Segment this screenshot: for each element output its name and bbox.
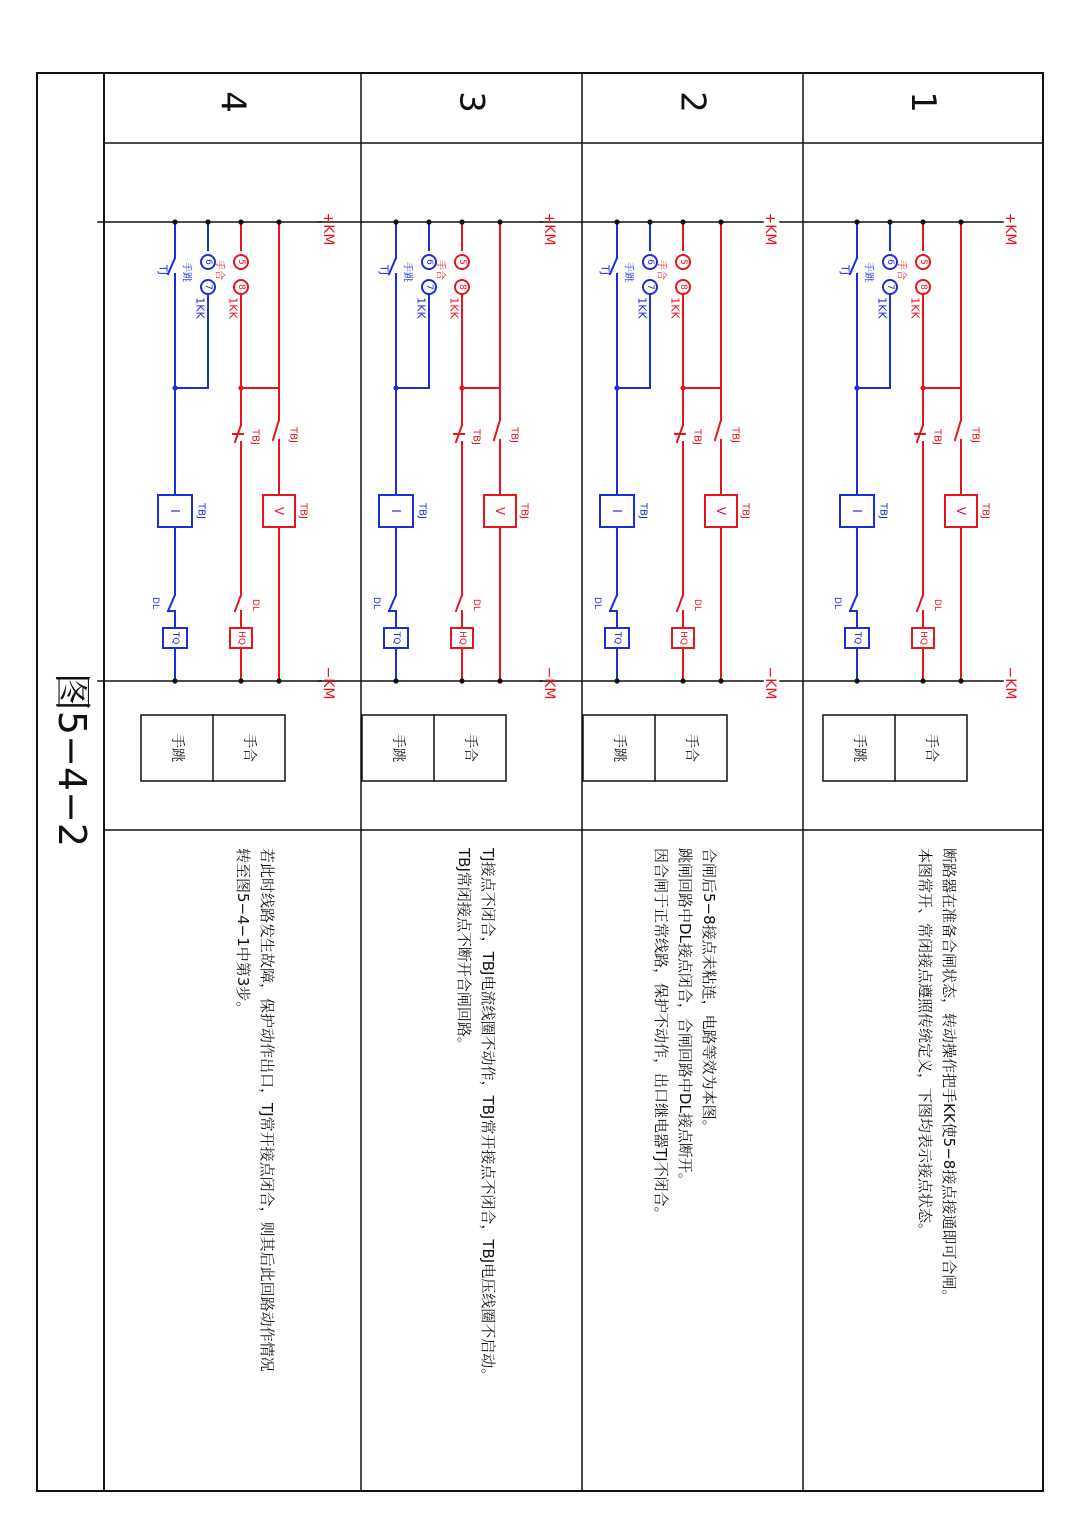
dl-trip-label: DL: [371, 597, 381, 609]
junction-dot: [920, 219, 925, 224]
manual-close-mark: 手合: [213, 260, 225, 280]
description-line: TJ接点不闭合，TBJ电流线圈不动作，TBJ常开接点不闭合，TBJ电压线圈不启动。: [479, 848, 497, 1384]
terminal-6-label: 6: [203, 259, 213, 265]
dl-trip-label: DL: [592, 597, 602, 609]
terminal-8-label: 8: [678, 284, 688, 290]
voltage-coil-symbol: V: [272, 506, 286, 516]
negative-bus-label: −KM: [762, 666, 778, 700]
manual-trip-mark: 手跳: [180, 262, 192, 282]
step-number: 3: [451, 91, 492, 113]
junction-dot: [614, 385, 619, 390]
dl-trip-contact: [168, 595, 175, 611]
tbj-current-coil-label: TBJ: [416, 503, 428, 519]
tbj-voltage-coil-label: TBJ: [979, 503, 991, 519]
dl-close-label: DL: [471, 599, 481, 611]
junction-dot: [393, 385, 398, 390]
step-number: 1: [903, 91, 943, 113]
junction-dot: [920, 385, 925, 390]
step-column-1: [780, 91, 1018, 1304]
tj-label: TJ: [598, 265, 612, 275]
tj-label: TJ: [156, 265, 170, 275]
tbj-current-coil-label: TBJ: [637, 503, 649, 519]
junction-dot: [647, 219, 652, 224]
tq-label: TQ: [852, 631, 862, 645]
junction-dot: [958, 219, 963, 224]
hq-label: HQ: [236, 631, 246, 645]
tbj-nc-contact-label: TBJ: [691, 429, 703, 445]
junction-dot: [854, 678, 859, 683]
dl-close-label: DL: [932, 599, 942, 611]
description-line: 跳闸回路中DL接点闭合，合闸回路中DL接点断开。: [676, 848, 694, 1188]
dl-trip-label: DL: [832, 597, 842, 609]
kk-label: 1KK: [908, 297, 922, 319]
description-line: 断路器在准备合闸状态，转动操作把手KK使5−8接点接通即可合闸。: [940, 848, 958, 1305]
junction-dot: [920, 678, 925, 683]
manual-trip-mark: 手跳: [862, 262, 874, 282]
tq-label: TQ: [391, 631, 401, 645]
terminal-5-label: 5: [678, 259, 688, 265]
kk-trip-label: 1KK: [635, 297, 649, 319]
tbj-voltage-coil-label: TBJ: [297, 503, 309, 519]
tbj-contact-label: TBJ: [287, 427, 299, 443]
description-line: 若此时线路发生故障，保护动作出口，TJ常开接点闭合，则其后此回路动作情况: [258, 848, 276, 1372]
junction-dot: [393, 678, 398, 683]
description-line: 转至图5−4−1中第3步。: [234, 848, 252, 1017]
description-line: 本图常开、常闭接点遵照传统定义，下图均表示接点状态。: [916, 848, 934, 1239]
step-column-2: [540, 91, 778, 1221]
junction-dot: [459, 385, 464, 390]
dl-trip-label: DL: [150, 597, 160, 609]
terminal-5-label: 5: [457, 259, 467, 265]
positive-bus-label: +KM: [320, 212, 336, 246]
junction-dot: [276, 678, 281, 683]
tbj-voltage-coil-label: TBJ: [518, 503, 530, 519]
junction-dot: [614, 219, 619, 224]
kk-label: 1KK: [226, 297, 240, 319]
dl-close-contact: [235, 595, 241, 611]
positive-bus-label: +KM: [762, 212, 778, 246]
junction-dot: [238, 219, 243, 224]
junction-dot: [718, 678, 723, 683]
tbj-contact-label: TBJ: [729, 427, 741, 443]
junction-dot: [958, 678, 963, 683]
tbj-nc-contact-label: TBJ: [249, 429, 261, 445]
terminal-7-label: 7: [203, 284, 213, 290]
dl-close-label: DL: [250, 599, 260, 611]
junction-dot: [426, 219, 431, 224]
description-line: TBJ常闭接点不断开合闸回路。: [455, 848, 473, 1052]
terminal-8-label: 8: [457, 284, 467, 290]
terminal-6-label: 6: [885, 259, 895, 265]
tj-label: TJ: [377, 265, 391, 275]
step-number: 4: [212, 91, 253, 113]
manual-close-mark: 手合: [655, 260, 667, 280]
junction-dot: [718, 219, 723, 224]
description-line: 合闸后5−8接点未粘连，电路等效为本图。: [700, 848, 718, 1135]
tbj-contact-label: TBJ: [508, 427, 520, 443]
positive-bus-label: +KM: [541, 212, 557, 246]
step-columns: [98, 91, 1018, 1383]
manual-close-mark: 手合: [895, 260, 907, 280]
kk-label: 1KK: [668, 297, 682, 319]
tbj-contact: [715, 420, 721, 440]
terminal-7-label: 7: [424, 284, 434, 290]
current-coil-symbol: I: [610, 509, 624, 513]
junction-dot: [680, 678, 685, 683]
dl-trip-contact: [389, 595, 396, 611]
switch-manual-close: 手合: [462, 734, 478, 762]
hq-label: HQ: [457, 631, 467, 645]
step-column-4: [98, 91, 336, 1371]
junction-dot: [238, 385, 243, 390]
dl-trip-contact: [610, 595, 617, 611]
junction-dot: [393, 219, 398, 224]
negative-bus-label: −KM: [320, 666, 336, 700]
junction-dot: [205, 219, 210, 224]
description-line: 因合闸于正常线路，保护不动作，出口继电器TJ不闭合。: [652, 848, 670, 1222]
dl-close-contact: [456, 595, 462, 611]
tq-label: TQ: [170, 631, 180, 645]
terminal-8-label: 8: [918, 284, 928, 290]
switch-manual-trip: 手跳: [390, 734, 406, 762]
junction-dot: [276, 219, 281, 224]
switch-manual-trip: 手跳: [169, 734, 185, 762]
voltage-coil-symbol: V: [954, 506, 968, 516]
switch-manual-close: 手合: [241, 734, 257, 762]
junction-dot: [680, 385, 685, 390]
switch-manual-close: 手合: [923, 734, 939, 762]
current-coil-symbol: I: [389, 509, 403, 513]
junction-dot: [459, 219, 464, 224]
junction-dot: [172, 678, 177, 683]
tbj-current-coil-label: TBJ: [877, 503, 889, 519]
step-column-3: [319, 91, 557, 1383]
terminal-7-label: 7: [645, 284, 655, 290]
kk-label: 1KK: [447, 297, 461, 319]
junction-dot: [172, 219, 177, 224]
junction-dot: [680, 219, 685, 224]
tbj-nc-contact-label: TBJ: [470, 429, 482, 445]
switch-manual-close: 手合: [683, 734, 699, 762]
junction-dot: [459, 678, 464, 683]
junction-dot: [614, 678, 619, 683]
junction-dot: [238, 678, 243, 683]
terminal-6-label: 6: [424, 259, 434, 265]
tbj-contact: [955, 420, 961, 440]
manual-trip-mark: 手跳: [622, 262, 634, 282]
manual-close-mark: 手合: [434, 260, 446, 280]
terminal-7-label: 7: [885, 284, 895, 290]
kk-trip-label: 1KK: [193, 297, 207, 319]
current-coil-symbol: I: [850, 509, 864, 513]
junction-dot: [497, 678, 502, 683]
dl-trip-contact: [850, 595, 857, 611]
tbj-contact: [273, 420, 279, 440]
positive-bus-label: +KM: [1002, 212, 1018, 246]
kk-trip-label: 1KK: [875, 297, 889, 319]
dl-close-contact: [677, 595, 683, 611]
hq-label: HQ: [678, 631, 688, 645]
tbj-nc-contact-label: TBJ: [931, 429, 943, 445]
step-number: 2: [672, 91, 713, 113]
tbj-contact-label: TBJ: [969, 427, 981, 443]
negative-bus-label: −KM: [1002, 666, 1018, 700]
current-coil-symbol: I: [168, 509, 182, 513]
tj-label: TJ: [838, 265, 852, 275]
dl-close-label: DL: [692, 599, 702, 611]
tbj-current-coil-label: TBJ: [195, 503, 207, 519]
negative-bus-label: −KM: [541, 666, 557, 700]
dl-close-contact: [917, 595, 923, 611]
kk-trip-label: 1KK: [414, 297, 428, 319]
tbj-contact: [494, 420, 500, 440]
manual-trip-mark: 手跳: [401, 262, 413, 282]
junction-dot: [854, 219, 859, 224]
switch-manual-trip: 手跳: [611, 734, 627, 762]
junction-dot: [887, 219, 892, 224]
voltage-coil-symbol: V: [493, 506, 507, 516]
tq-label: TQ: [612, 631, 622, 645]
junction-dot: [172, 385, 177, 390]
voltage-coil-symbol: V: [714, 506, 728, 516]
junction-dot: [497, 219, 502, 224]
figure-label: 图5−4−2: [50, 672, 94, 848]
tbj-voltage-coil-label: TBJ: [739, 503, 751, 519]
switch-manual-trip: 手跳: [851, 734, 867, 762]
terminal-8-label: 8: [236, 284, 246, 290]
terminal-5-label: 5: [918, 259, 928, 265]
terminal-5-label: 5: [236, 259, 246, 265]
hq-label: HQ: [918, 631, 928, 645]
junction-dot: [854, 385, 859, 390]
terminal-6-label: 6: [645, 259, 655, 265]
